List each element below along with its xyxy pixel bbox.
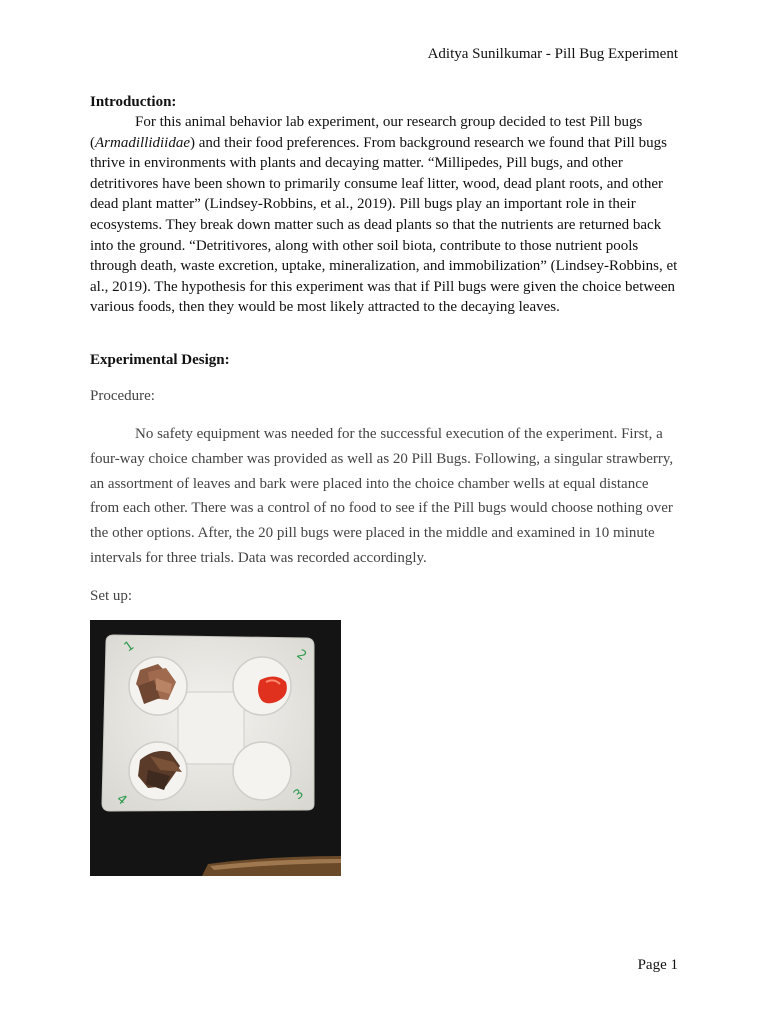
choice-chamber-tray xyxy=(102,635,314,811)
experimental-design-heading: Experimental Design: xyxy=(90,351,230,368)
page-number: Page 1 xyxy=(637,957,678,973)
label-3: 3 xyxy=(290,786,307,804)
setup-label: Set up: xyxy=(90,587,133,604)
label-1: 1 xyxy=(121,638,138,656)
label-2: 2 xyxy=(293,646,310,665)
label-4: 4 xyxy=(113,791,130,809)
introduction-paragraph xyxy=(90,112,678,318)
intro-text-rest: ) and their food preferences. From background research we found that Pill bugs thrive in environments with plants and decaying matter. “Millipedes, Pill bugs, and other detritivores have been shown to primarily consume leaf litter, wood, dead plant roots, and other dead plant matter” (Lindsey-Robbins, et al., 2019). Pill bugs play an important role in their ecosystems. They break down matter such as dead plants so that the nutrients are returned back into the ground. “Detritivores, along with other soil biota, contribute to those nutrient pools through death, waste excretion, uptake, mineralization, and immobilization” (Lindsey-Robbins, et al., 2019). The hypothesis for this experiment was that if Pill bugs were given the choice between various foods, then they would be most likely attracted to the decaying leaves. xyxy=(90,134,678,316)
species-name: Armadillidiidae xyxy=(95,134,190,151)
setup-photo xyxy=(90,620,341,876)
procedure-paragraph: No safety equipment was needed for the successful execution of the experiment. First, a four-way choice chamber was provided as well as 20 Pill Bugs. Following, a singular strawberry, an assortment of leaves and bark were placed into the choice chamber wells at equal distance from each other. There was a control of no food to see if the Pill bugs would choose nothing over the other options. After, the 20 pill bugs were placed in the middle and examined in 10 minute intervals for three trials. Data was recorded accordingly. xyxy=(90,425,674,566)
well-3 xyxy=(233,742,291,800)
intro-text-start: For this animal behavior lab experiment, our research group decided to test Pill bugs ( xyxy=(90,114,643,151)
introduction-heading: Introduction: xyxy=(90,94,177,110)
procedure-label: Procedure: xyxy=(90,387,155,404)
document-body xyxy=(90,92,678,606)
running-header: Aditya Sunilkumar - Pill Bug Experiment xyxy=(427,46,678,62)
